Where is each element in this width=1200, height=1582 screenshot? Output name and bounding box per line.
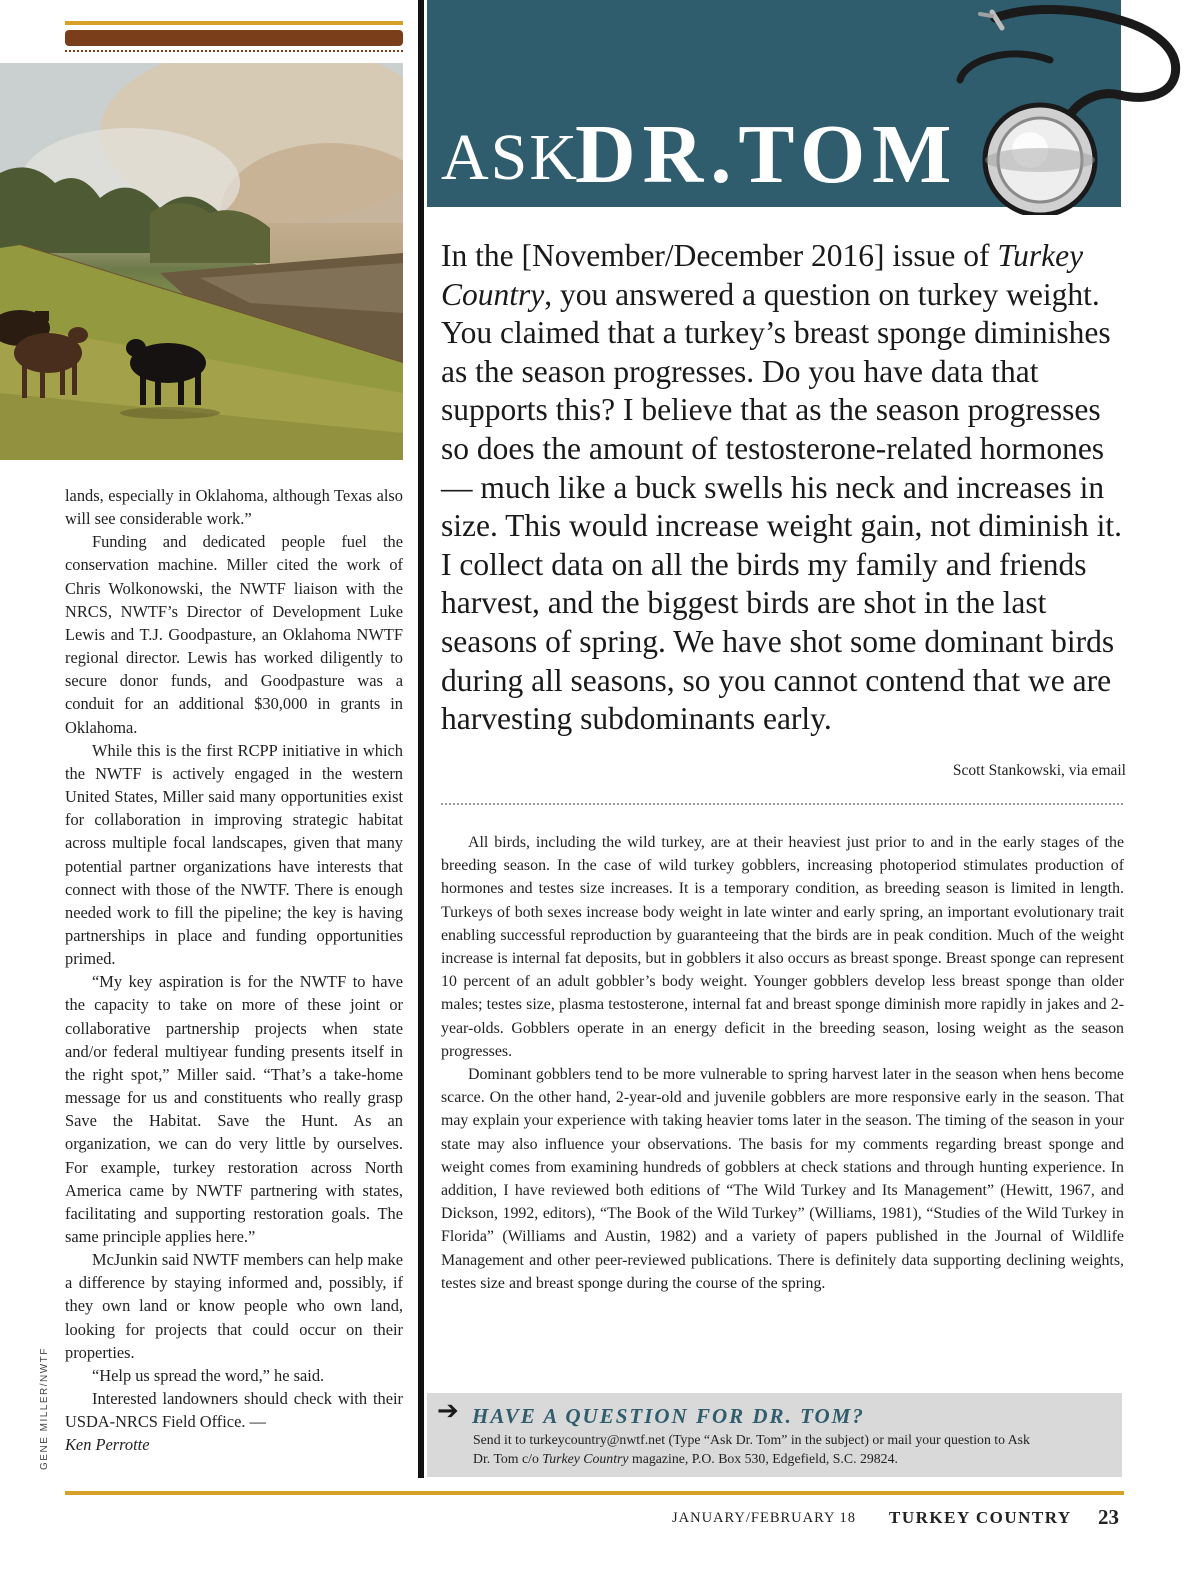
- ask-box-line2-post: magazine, P.O. Box 530, Edgefield, S.C. 29824.: [628, 1451, 898, 1466]
- left-column-paragraph: Interested landowners should check with their USDA-NRCS Field Office. —: [65, 1389, 403, 1432]
- left-column-paragraph: “Help us spread the word,” he said.: [92, 1365, 325, 1385]
- dr-tom-answer: [441, 831, 1124, 1295]
- answer-paragraph: All birds, including the wild turkey, are at their heaviest just prior to and in the early stages of the breeding season. In the case of wild turkey gobblers, increasing photoperiod stimulates production of hormones and testes size increases. It is a temporary condition, as breeding season is limited in length. Turkeys of both sexes increase body weight in late winter and early spring, an important evolutionary trait enabling successful reproduction by guaranteeing that the birds are in peak condition. Much of the weight increase is internal fat deposits, but in gobblers it also occurs as breast sponge. Breast sponge can represent 10 percent of an adult gobbler’s body weight. Younger gobblers develop less breast sponge than older males; testes size, plasma testosterone, internal fat and breast sponge diminish more rapidly in jakes and 2-year-olds. Gobblers operate in an energy deficit in the breeding season, losing weight as the season progresses.: [441, 834, 1124, 1060]
- footer-issue-date: JANUARY/FEBRUARY 18: [672, 1510, 857, 1526]
- reader-question: [441, 237, 1126, 739]
- question-body: , you answered a question on turkey weight. You claimed that a turkey’s breast sponge diminishes as the season progresses. Do you have data that supports this? I believe that as the season progresses so does the amount of testosterone-related hormones — much like a buck swells his neck and increases in size. This would increase weight gain, not diminish it. I collect data on all the birds my family and friends harvest, and the biggest birds are shot in the last seasons of spring. We have shot some dominant birds during all seasons, so you cannot contend that we are harvesting subdominants early.: [441, 276, 1122, 737]
- left-column-paragraph: While this is the first RCPP initiative in which the NWTF is actively engaged in the western United States, Miller said many opportunities exist for collaboration in improving strategic habitat across multiple focal landscapes, given that many potential partner organizations have interests that connect with those of the NWTF. There is enough needed work to fill the pipeline; the key is having partnerships in place and funding opportunities primed.: [65, 740, 403, 969]
- footer-magazine-name: TURKEY COUNTRY: [889, 1508, 1072, 1527]
- question-intro: In the [November/December 2016] issue of: [441, 238, 998, 273]
- stethoscope-icon: [940, 0, 1200, 215]
- ask-box-magazine: Turkey Country: [542, 1451, 629, 1466]
- left-column-paragraph: lands, especially in Oklahoma, although Texas also will see considerable work.”: [65, 486, 403, 529]
- page-number: 23: [1098, 1505, 1119, 1529]
- column-divider: [418, 0, 424, 1478]
- footer-gold-rule: [65, 1491, 1124, 1495]
- article-author: Ken Perrotte: [65, 1435, 150, 1455]
- banner-ask-text: ASK: [441, 121, 580, 194]
- ask-box-line2-pre: Dr. Tom c/o: [473, 1451, 543, 1466]
- left-column-paragraph: “My key aspiration is for the NWTF to have the capacity to take on more of these joint or collaborative partnership projects when state and/or federal multiyear funding presents itself in the right spot,” Miller said. “That’s a take-home message for us and constituents who really grasp Save the Habitat. Save the Hunt. As an organization, we can do very little by ourselves. For example, turkey restoration across North America came by NWTF partnering with states, facilitating and supporting restoration goals. The same principle applies here.”: [65, 972, 403, 1246]
- left-gold-rule: [65, 21, 403, 25]
- question-signature: Scott Stankowski, via email: [952, 762, 1126, 779]
- question-magazine-title: Turkey Country: [441, 238, 1084, 312]
- cattle-burn-photo: [0, 63, 403, 460]
- left-brown-bar: [65, 30, 403, 46]
- question-dotted-rule: [441, 803, 1123, 805]
- left-column-paragraph: Funding and dedicated people fuel the conservation machine. Miller cited the work of Chris Wolkonowski, the NWTF liaison with the NRCS, NWTF’s Director of Development Luke Lewis and T.J. Goodpasture, an Oklahoma NWTF regional director. Lewis has worked diligently to secure donor funds, and Goodpasture was a conduit for an additional $30,000 in grants in Oklahoma.: [65, 532, 403, 737]
- ask-box-line1: Send it to turkeycountry@nwtf.net (Type “Ask Dr. Tom” in the subject) or mail your question to Ask: [473, 1432, 1030, 1447]
- banner-dr-tom-text: DR.TOM: [575, 108, 959, 201]
- left-column-text: [65, 484, 403, 1457]
- left-dotted-rule: [65, 50, 403, 52]
- ask-box-title: HAVE A QUESTION FOR DR. TOM?: [472, 1404, 865, 1428]
- photo-credit: GENE MILLER/NWTF: [39, 1347, 50, 1470]
- left-column-paragraph: McJunkin said NWTF members can help make a difference by staying informed and, possibly, if they own land or know people who own land, looking for projects that could occur on their properties.: [65, 1250, 403, 1362]
- arrow-right-icon: ➔: [437, 1396, 459, 1426]
- answer-paragraph: Dominant gobblers tend to be more vulnerable to spring harvest later in the season when hens become scarce. On the other hand, 2-year-old and juvenile gobblers are more responsive early in the season. That may explain your experience with taking heavier toms later in the season. The timing of the season in your state may also influence your observations. The basis for my comments regarding breast sponge and weight comes from examining hundreds of gobblers at check stations and through hunting experience. In addition, I have reviewed both editions of “The Wild Turkey and Its Management” (Hewitt, 1967, and Dickson, 1992, editors), “The Book of the Wild Turkey” (Williams, 1981), “Studies of the Wild Turkey in Florida” (Williams and Austin, 1982) and a variety of papers published in the Journal of Wildlife Management and other peer-reviewed publications. There is definitely data supporting declining weights, testes size and breast sponge during the course of the spring.: [441, 1066, 1124, 1292]
- ask-box-body: [473, 1430, 1093, 1468]
